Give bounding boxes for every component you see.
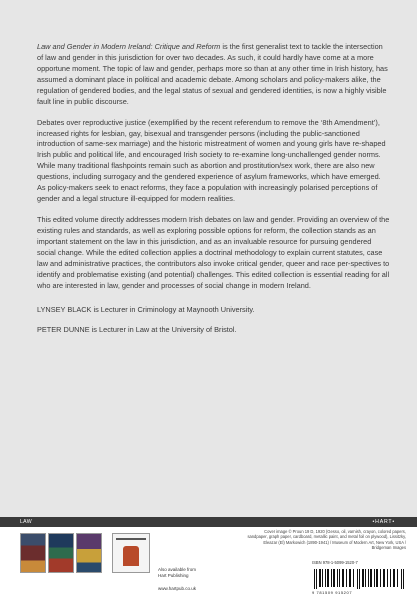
publisher-url: www.hartpub.co.uk: [158, 586, 197, 591]
also-available-line-2: Hart Publishing: [158, 572, 189, 578]
blurb-paragraph-3: This edited volume directly addresses modern Irish debates on law and gender. Providing an overview of the existing rules and standards, as well as exploring possible options for reform, the collection stands as an important statement on the law in this jurisdiction, and as an invaluable resource for pursuing gendered social change. While the edited collection applies a doctrinal methodology to explain current statutes, case law and administrative practices, the contributors also invoke critical gender, queer and race per-spectives to identify and problematise existing (and potential) challenges. This edited collection is essential reading for all who are interested in law, gender and processes of social change in modern Ireland.: [37, 215, 390, 290]
isbn: ISBN 978-1-5099-1520-7: [312, 560, 358, 565]
barcode-digits: 9 781509 915207: [312, 590, 353, 595]
category-label: LAW: [20, 518, 32, 525]
related-book-cover-4: [112, 533, 150, 573]
blurb-p1-text: is the first generalist text to tackle the intersection of law and gender in this jurisdiction for over two decades. As such, it could hardly have come at a more opportune moment. The topic of law and gender, perhaps more so than at any other time in Irish history, has assumed a dominant place in political and academic debate. Among scholars and policy-makers alike, the regulation of gendered bodies, and the legal status of sexual and gendered identities, is now a highly visible fault line in public discourse.: [37, 42, 388, 106]
barcode: [312, 569, 406, 589]
publisher-mark: •HART•: [372, 518, 395, 525]
also-available: [158, 567, 196, 592]
blurb-paragraph-2: Debates over reproductive justice (exemplified by the recent referendum to remove the ‘8th Amendment’), increased rights for lesbian, gay, bisexual and transgender persons (including the public-sanctioned introduction of same-sex marriage) and the historic mistreatment of women and young girls have re-shaped Irish public and political life, and encouraged Irish society to re-examine long-unchallenged gender norms. While many traditional flashpoints remain such as abortion and prostitution/sex work, there are also new questions, including surrogacy and the gendered experience of asylum frameworks, which have emerged. As policy-makers seek to enact reforms, they face a population with increasingly polarised perceptions of gender and a legal structure ill-equipped for modern realities.: [37, 117, 386, 203]
book-title-bar: [116, 538, 146, 540]
also-available-line-1: Also available from: [158, 567, 197, 572]
related-book-cover-2: [48, 533, 74, 573]
author-bio-2: PETER DUNNE is Lecturer in Law at the University of Bristol.: [37, 324, 237, 334]
book-cover-figure: [123, 546, 139, 566]
author-bio-1: LYNSEY BLACK is Lecturer in Criminology at Maynooth University.: [37, 305, 255, 315]
book-title-italic: Law and Gender in Modern Ireland: Critique and Reform: [37, 42, 221, 51]
back-cover-text: [37, 42, 390, 344]
cover-footer: [0, 517, 417, 600]
related-book-cover-3: [76, 533, 102, 573]
footer-bar: [0, 517, 417, 527]
cover-image-credit: Cover image © Proun 19 D, 1920 (Gesso, oil, varnish, crayon, colored papers, sandpaper, graph paper, cardboard, metallic paint, and metal foil on plywood), Lissitzky, Eleazar (El) Markowich (1890-1941) / Museum of Modern Art, New York, USA / Bridgeman Images: [247, 529, 406, 550]
related-book-cover-1: [20, 533, 46, 573]
blurb-paragraph-1: [37, 42, 390, 107]
